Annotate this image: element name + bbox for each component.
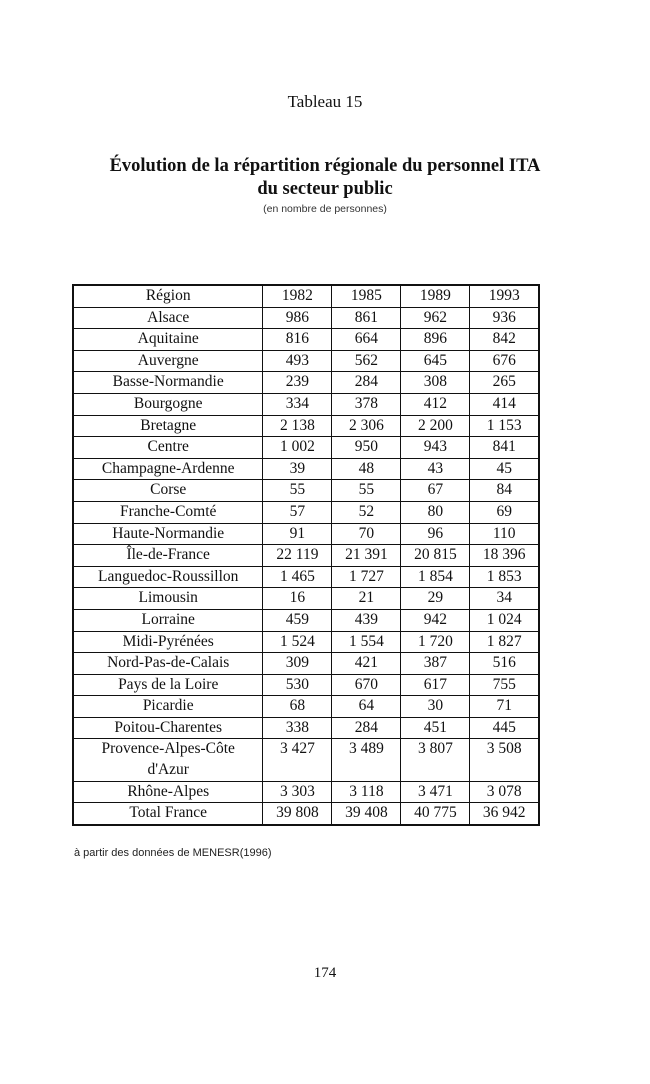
value-cell: 936 [470,307,539,329]
value-cell: 80 [401,501,470,523]
region-cell: Total France [73,803,263,825]
value-cell: 3 807 [401,739,470,781]
value-cell: 40 775 [401,803,470,825]
value-cell: 334 [263,393,332,415]
value-cell: 842 [470,329,539,351]
table-row [73,803,539,825]
value-cell: 68 [263,696,332,718]
region-cell: Alsace [73,307,263,329]
region-cell: Bretagne [73,415,263,437]
value-cell: 1 727 [332,566,401,588]
value-cell: 16 [263,588,332,610]
value-cell: 1 853 [470,566,539,588]
value-cell: 84 [470,480,539,502]
region-cell: Bourgogne [73,393,263,415]
value-cell: 2 200 [401,415,470,437]
value-cell: 816 [263,329,332,351]
value-cell: 308 [401,372,470,394]
value-cell: 45 [470,458,539,480]
value-cell: 48 [332,458,401,480]
value-cell: 70 [332,523,401,545]
data-table [72,284,540,826]
value-cell: 451 [401,717,470,739]
table-row [73,329,539,351]
value-cell: 110 [470,523,539,545]
value-cell: 69 [470,501,539,523]
table-row [73,545,539,567]
value-cell: 530 [263,674,332,696]
region-cell: Auvergne [73,350,263,372]
value-cell: 265 [470,372,539,394]
table-row [73,609,539,631]
value-cell: 676 [470,350,539,372]
value-cell: 22 119 [263,545,332,567]
value-cell: 459 [263,609,332,631]
header-region: Région [73,285,263,307]
header-row [73,285,539,307]
table-row [73,674,539,696]
value-cell: 309 [263,653,332,675]
page-number: 174 [313,965,337,981]
value-cell: 841 [470,437,539,459]
region-cell: Rhône-Alpes [73,781,263,803]
value-cell: 421 [332,653,401,675]
value-cell: 3 303 [263,781,332,803]
value-cell: 445 [470,717,539,739]
value-cell: 896 [401,329,470,351]
value-cell: 338 [263,717,332,739]
value-cell: 96 [401,523,470,545]
value-cell: 3 508 [470,739,539,781]
table-row [73,631,539,653]
region-cell: Midi-Pyrénées [73,631,263,653]
region-cell: Languedoc-Roussillon [73,566,263,588]
table-row [73,566,539,588]
table-row [73,781,539,803]
value-cell: 67 [401,480,470,502]
value-cell: 962 [401,307,470,329]
value-cell: 1 153 [470,415,539,437]
value-cell: 493 [263,350,332,372]
region-cell: Limousin [73,588,263,610]
value-cell: 21 391 [332,545,401,567]
source-note: à partir des données de MENESR(1996) [74,847,272,859]
value-cell: 861 [332,307,401,329]
value-cell: 1 024 [470,609,539,631]
value-cell: 755 [470,674,539,696]
header-1982: 1982 [263,285,332,307]
table-row [73,372,539,394]
region-cell: Basse-Normandie [73,372,263,394]
value-cell: 664 [332,329,401,351]
title-line-2: du secteur public [257,179,393,199]
value-cell: 562 [332,350,401,372]
region-cell: Lorraine [73,609,263,631]
value-cell: 55 [263,480,332,502]
region-cell: Centre [73,437,263,459]
value-cell: 1 002 [263,437,332,459]
value-cell: 43 [401,458,470,480]
value-cell: 39 808 [263,803,332,825]
value-cell: 55 [332,480,401,502]
region-cell: Champagne-Ardenne [73,458,263,480]
value-cell: 284 [332,372,401,394]
value-cell: 414 [470,393,539,415]
header-1989: 1989 [401,285,470,307]
value-cell: 439 [332,609,401,631]
region-cell: Haute-Normandie [73,523,263,545]
value-cell: 412 [401,393,470,415]
header-1985: 1985 [332,285,401,307]
value-cell: 91 [263,523,332,545]
value-cell: 387 [401,653,470,675]
value-cell: 71 [470,696,539,718]
value-cell: 1 827 [470,631,539,653]
value-cell: 2 138 [263,415,332,437]
header-1993: 1993 [470,285,539,307]
region-cell: Île-de-France [73,545,263,567]
table-row [73,480,539,502]
value-cell: 39 408 [332,803,401,825]
value-cell: 3 078 [470,781,539,803]
value-cell: 3 489 [332,739,401,781]
table-row [73,501,539,523]
region-cell: Nord-Pas-de-Calais [73,653,263,675]
title-line-1: Évolution de la répartition régionale du personnel ITA [109,156,541,176]
region-cell: Picardie [73,696,263,718]
value-cell: 239 [263,372,332,394]
table-row [73,717,539,739]
value-cell: 942 [401,609,470,631]
value-cell: 1 554 [332,631,401,653]
table-row [73,523,539,545]
value-cell: 1 465 [263,566,332,588]
value-cell: 516 [470,653,539,675]
region-cell: Corse [73,480,263,502]
value-cell: 3 471 [401,781,470,803]
value-cell: 39 [263,458,332,480]
table-row [73,437,539,459]
value-cell: 986 [263,307,332,329]
table-caption: Tableau 15 [287,92,363,111]
region-cell: Aquitaine [73,329,263,351]
value-cell: 950 [332,437,401,459]
value-cell: 3 427 [263,739,332,781]
value-cell: 30 [401,696,470,718]
region-cell: Franche-Comté [73,501,263,523]
value-cell: 943 [401,437,470,459]
table-row [73,458,539,480]
table-row [73,415,539,437]
value-cell: 645 [401,350,470,372]
value-cell: 1 854 [401,566,470,588]
value-cell: 64 [332,696,401,718]
table-row [73,739,539,781]
value-cell: 1 524 [263,631,332,653]
value-cell: 617 [401,674,470,696]
region-cell: Provence-Alpes-Côte d'Azur [73,739,263,781]
region-cell: Pays de la Loire [73,674,263,696]
table-row [73,653,539,675]
unit-note: (en nombre de personnes) [263,203,387,215]
table-row [73,307,539,329]
value-cell: 284 [332,717,401,739]
region-cell: Poitou-Charentes [73,717,263,739]
value-cell: 57 [263,501,332,523]
value-cell: 670 [332,674,401,696]
table-row [73,350,539,372]
value-cell: 378 [332,393,401,415]
value-cell: 20 815 [401,545,470,567]
value-cell: 3 118 [332,781,401,803]
table-title [60,155,590,201]
value-cell: 2 306 [332,415,401,437]
table-row [73,393,539,415]
value-cell: 21 [332,588,401,610]
value-cell: 1 720 [401,631,470,653]
table-body [73,307,539,825]
value-cell: 18 396 [470,545,539,567]
value-cell: 29 [401,588,470,610]
table-row [73,696,539,718]
value-cell: 52 [332,501,401,523]
value-cell: 36 942 [470,803,539,825]
table-row [73,588,539,610]
value-cell: 34 [470,588,539,610]
